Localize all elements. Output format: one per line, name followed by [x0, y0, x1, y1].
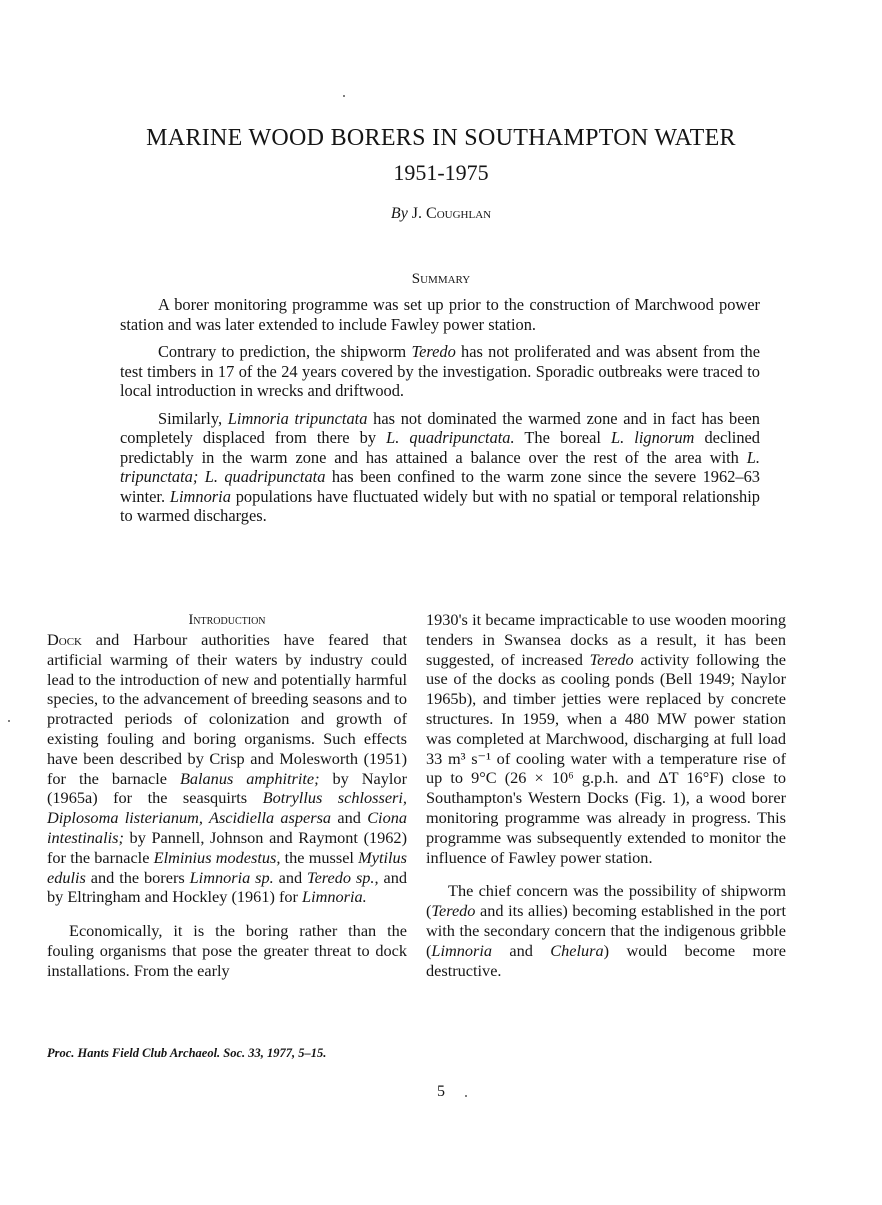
article-years: 1951-1975	[393, 160, 489, 185]
italic-term: Elminius modestus,	[153, 847, 281, 867]
italic-term: Chelura	[550, 940, 604, 960]
summary-paragraph: Similarly, Limnoria tripunctata has not dominated the warmed zone and in fact has been completely displaced from there by L. quadripunctata. The boreal L. lignorum declined predictably in the warm zone and has attained a balance over the rest of the area with L. tripunctata; L. quadripunctata has been confined to the warm zone since the severe 1962–63 winter. Limnoria populations have fluctuated widely but with no spatial or temporal relationship to warmed discharges.	[120, 408, 761, 525]
italic-term: Balanus amphitrite;	[179, 768, 320, 788]
byline-by: By	[390, 205, 408, 222]
italic-term: L. quadripunctata.	[386, 428, 515, 447]
journal-citation: Proc. Hants Field Club Archaeol. Soc. 33, 1977, 5–15.	[47, 1046, 327, 1060]
italic-term: L. lignorum	[611, 428, 695, 447]
byline	[0, 204, 882, 224]
intro-paragraph-2: Economically, it is the boring rather than the fouling organisms that pose the greater threat to dock installations. From the early	[47, 921, 407, 980]
introduction-heading: Introduction	[188, 612, 266, 628]
italic-term: L. tripunctata; L. quadripunctata	[120, 447, 760, 486]
italic-term: Teredo	[589, 649, 634, 669]
italic-term: Ciona intestinalis;	[47, 808, 407, 847]
italic-term: Teredo	[411, 342, 456, 361]
intro-paragraph-4: The chief concern was the possibility of shipworm (Teredo and its allies) becoming established in the port with the secondary concern that the indigenous gribble (Limnoria and Chelura) would become more destructive.	[426, 881, 786, 980]
left-column	[47, 610, 407, 981]
right-column	[426, 610, 786, 980]
lead-word: Dock	[47, 630, 82, 649]
italic-term: Limnoria sp.	[189, 867, 274, 887]
summary-paragraph: Contrary to prediction, the shipworm Teredo has not proliferated and was absent from the test timbers in 17 of the 24 years covered by the investigation. Sporadic outbreaks were traced to local introduction in wrecks and driftwood.	[120, 342, 761, 400]
summary-body	[120, 295, 760, 534]
speck-mark	[343, 95, 345, 97]
italic-term: Mytilus edulis	[47, 847, 408, 887]
italic-term: Limnoria.	[302, 887, 367, 907]
summary-paragraph: A borer monitoring programme was set up prior to the construction of Marchwood power station and was later extended to include Fawley power station.	[120, 295, 760, 334]
article-title: MARINE WOOD BORERS IN SOUTHAMPTON WATER	[146, 125, 736, 151]
page-number: 5	[437, 1083, 445, 1100]
italic-term: Limnoria	[169, 486, 231, 506]
author-name: J. Coughlan	[411, 205, 492, 222]
italic-term: Teredo	[431, 901, 476, 921]
speck-mark	[8, 720, 10, 722]
italic-term: Limnoria	[431, 940, 493, 960]
summary-heading: Summary	[411, 271, 471, 287]
italic-term: Limnoria tripunctata	[227, 408, 368, 428]
italic-term: Teredo sp.,	[307, 867, 379, 887]
intro-paragraph-3: 1930's it became impracticable to use wooden mooring tenders in Swansea docks as a result, it has been suggested, of increased Teredo activity following the use of the docks as cooling ponds (Bell 1949; Naylor 1965b), and timber jetties were replaced by concrete structures. In 1959, when a 480 MW power station was completed at Marchwood, discharging at full load 33 m³ s⁻¹ of cooling water with a temperature rise of up to 9°C (26 × 10⁶ g.p.h. and ΔT 16°F) close to Southampton's Western Docks (Fig. 1), a wood borer monitoring programme was already in progress. This programme was subsequently extended to monitor the influence of Fawley power station.	[426, 610, 786, 867]
intro-paragraph-1: Dock and Harbour authorities have feared that artificial warming of their waters by industry could lead to the introduction of new and potentially harmful species, to the advancement of breeding seasons and to protracted periods of colonization and growth of existing fouling and boring organisms. Such effects have been described by Crisp and Molesworth (1951) for the barnacle Balanus amphitrite; by Naylor (1965a) for the seasquirts Botryllus schlosseri, Diplosoma listerianum, Ascidiella aspersa and Ciona intestinalis; by Pannell, Johnson and Raymont (1962) for the barnacle Elminius modestus, the mussel Mytilus edulis and the borers Limnoria sp. and Teredo sp., and by Eltringham and Hockley (1961) for Limnoria.	[47, 630, 408, 907]
italic-term: Botryllus schlosseri, Diplosoma listerianum, Ascidiella aspersa	[47, 788, 407, 828]
